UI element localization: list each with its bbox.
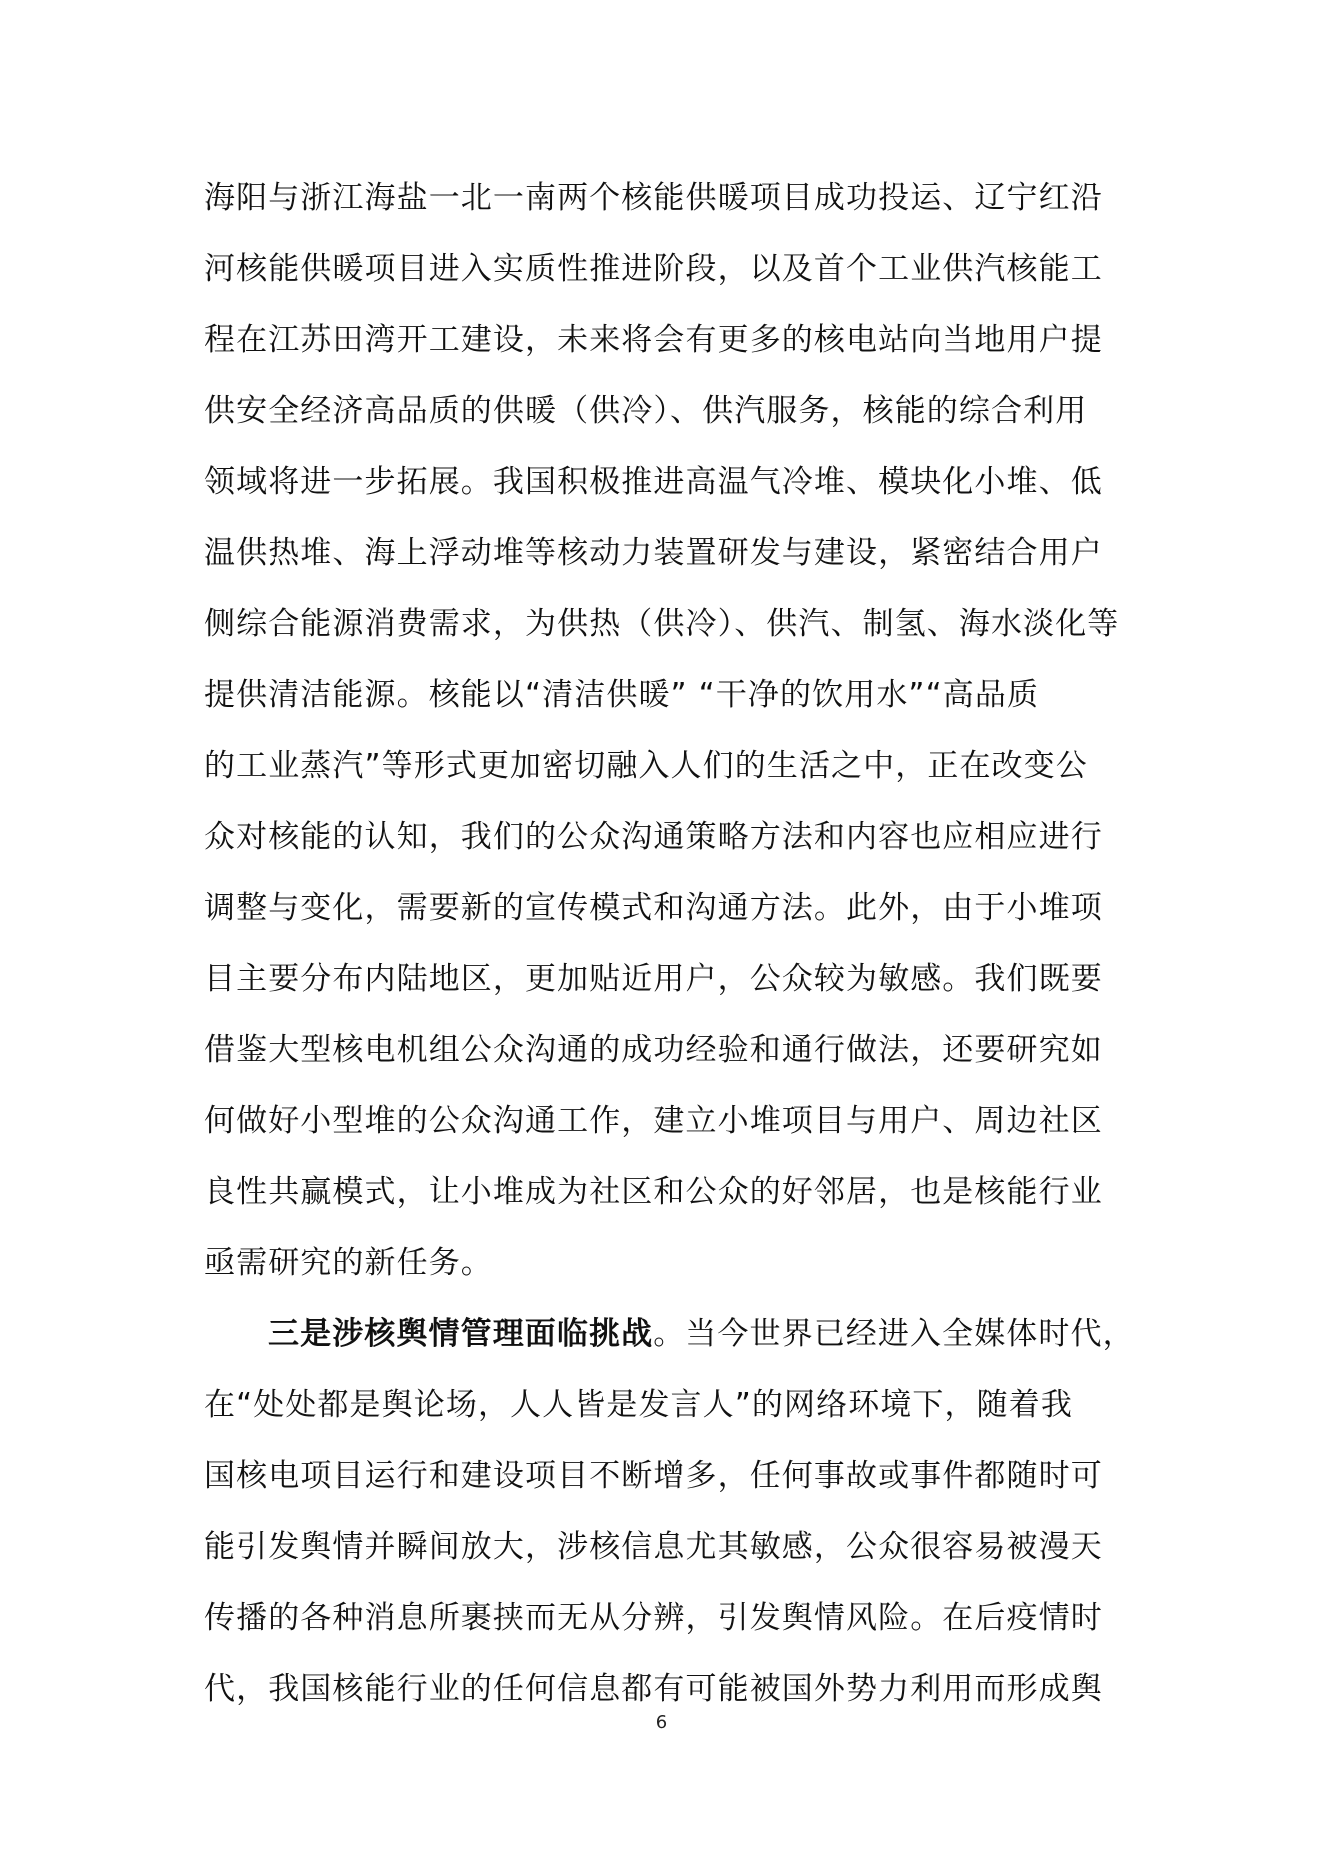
page-number: 6 bbox=[655, 1712, 668, 1733]
text-line: 河核能供暖项目进入实质性推进阶段，以及首个工业供汽核能工 bbox=[204, 251, 1103, 287]
text-line: 国核电项目运行和建设项目不断增多，任何事故或事件都随时可 bbox=[204, 1458, 1103, 1494]
text-line: 领域将进一步拓展。我国积极推进高温气冷堆、模块化小堆、低 bbox=[204, 464, 1103, 500]
text-line: 能引发舆情并瞬间放大，涉核信息尤其敏感，公众很容易被漫天 bbox=[204, 1529, 1103, 1565]
text-line: 海阳与浙江海盐一北一南两个核能供暖项目成功投运、辽宁红沿 bbox=[204, 180, 1103, 216]
section-heading: 三是涉核舆情管理面临挑战 bbox=[268, 1316, 654, 1352]
text-line: 侧综合能源消费需求，为供热（供冷）、供汽、制氢、海水淡化等 bbox=[204, 606, 1120, 642]
text-line: 温供热堆、海上浮动堆等核动力装置研发与建设，紧密结合用户 bbox=[204, 535, 1103, 571]
text-line: 目主要分布内陆地区，更加贴近用户，公众较为敏感。我们既要 bbox=[204, 961, 1103, 997]
text-line: 何做好小型堆的公众沟通工作，建立小堆项目与用户、周边社区 bbox=[204, 1103, 1103, 1139]
text-line: 调整与变化，需要新的宣传模式和沟通方法。此外，由于小堆项 bbox=[204, 890, 1103, 926]
text-line: 在“处处都是舆论场，人人皆是发言人”的网络环境下，随着我 bbox=[204, 1387, 1073, 1423]
paragraph-2-first-line bbox=[204, 1299, 1135, 1370]
text-line: 的工业蒸汽”等形式更加密切融入人们的生活之中，正在改变公 bbox=[204, 748, 1088, 784]
text-line: 提供清洁能源。核能以“清洁供暖” “干净的饮用水”“高品质 bbox=[204, 677, 1040, 713]
body-text bbox=[204, 163, 1135, 1725]
text-line: 借鉴大型核电机组公众沟通的成功经验和通行做法，还要研究如 bbox=[204, 1032, 1103, 1068]
text-line: 供安全经济高品质的供暖（供冷）、供汽服务，核能的综合利用 bbox=[204, 393, 1088, 429]
text-line: 程在江苏田湾开工建设，未来将会有更多的核电站向当地用户提 bbox=[204, 322, 1103, 358]
text-line: 代，我国核能行业的任何信息都有可能被国外势力利用而形成舆 bbox=[204, 1671, 1103, 1707]
text-line: 众对核能的认知，我们的公众沟通策略方法和内容也应相应进行 bbox=[204, 819, 1103, 855]
text-line: 传播的各种消息所裹挟而无从分辨，引发舆情风险。在后疫情时 bbox=[204, 1600, 1103, 1636]
text-line: 亟需研究的新任务。 bbox=[204, 1245, 493, 1281]
text-line: 良性共赢模式，让小堆成为社区和公众的好邻居，也是核能行业 bbox=[204, 1174, 1103, 1210]
heading-continuation: 。当今世界已经进入全媒体时代， bbox=[653, 1316, 1135, 1352]
